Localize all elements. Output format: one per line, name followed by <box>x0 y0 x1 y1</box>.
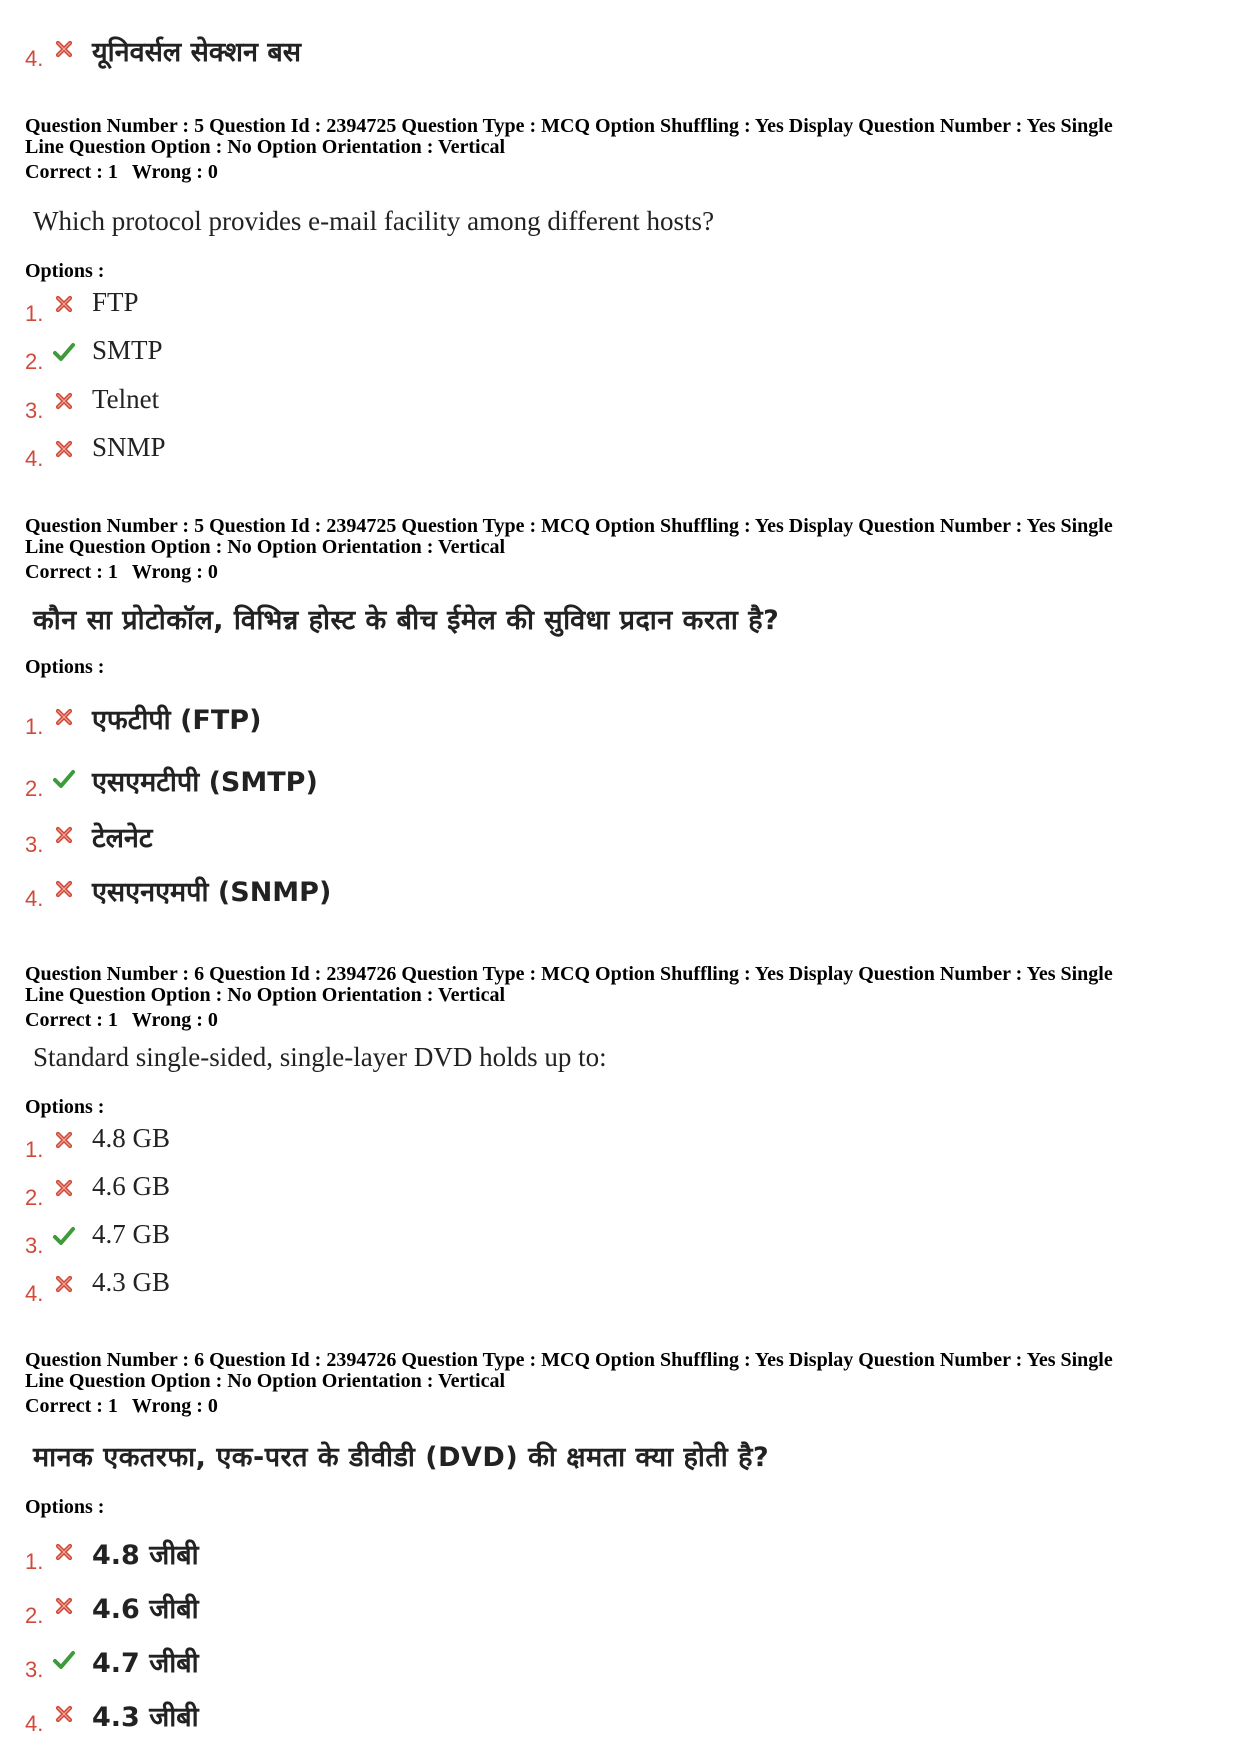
option-number: 4. <box>25 886 44 911</box>
correct-score: Correct : 1 <box>25 561 118 583</box>
option-text: एसएनएमपी (SNMP) <box>92 877 332 908</box>
option-text: टेलनेट <box>92 823 153 854</box>
option-text: FTP <box>92 287 139 317</box>
option-number: 3. <box>25 832 44 857</box>
option-number: 3. <box>25 1233 44 1258</box>
wrong-mark-icon <box>53 38 75 60</box>
correct-mark-icon <box>53 341 75 363</box>
correct-mark-icon <box>53 1225 75 1247</box>
option-number: 1. <box>25 1549 44 1574</box>
wrong-mark-icon <box>53 1595 75 1617</box>
question-meta: Question Number : 6 Question Id : 2394726 Question Type : MCQ Option Shuffling : Yes Display Question Number : Yes Single Line Question Option : No Option Orientation : Vertical <box>25 963 1113 1006</box>
option-row <box>25 818 625 858</box>
wrong-mark-icon <box>53 1703 75 1725</box>
question-block <box>25 1350 1220 1417</box>
option-row <box>25 32 625 72</box>
option-text: 4.8 जीबी <box>92 1540 199 1571</box>
option-text: 4.6 जीबी <box>92 1594 199 1625</box>
options-label: Options : <box>25 260 105 282</box>
score-line <box>25 1010 1220 1031</box>
question-block <box>25 116 1220 183</box>
wrong-mark-icon <box>53 1541 75 1563</box>
option-row <box>25 1697 625 1737</box>
option-number: 1. <box>25 714 44 739</box>
wrong-mark-icon <box>53 390 75 412</box>
option-number: 4. <box>25 46 44 71</box>
option-row <box>25 872 625 912</box>
options-label: Options : <box>25 1496 105 1518</box>
option-text: एसएमटीपी (SMTP) <box>92 767 318 798</box>
option-row <box>25 762 625 802</box>
option-text: Telnet <box>92 384 160 414</box>
wrong-mark-icon <box>53 1273 75 1295</box>
score-line <box>25 562 1220 583</box>
option-text: SMTP <box>92 335 163 365</box>
wrong-mark-icon <box>53 824 75 846</box>
option-row <box>25 384 625 424</box>
question-text: कौन सा प्रोटोकॉल, विभिन्न होस्ट के बीच ईमेल की सुविधा प्रदान करता है? <box>33 605 780 636</box>
question-text: मानक एकतरफा, एक-परत के डीवीडी (DVD) की क्षमता क्या होती है? <box>33 1442 770 1473</box>
option-number: 4. <box>25 446 44 471</box>
correct-score: Correct : 1 <box>25 1395 118 1417</box>
option-text: 4.7 जीबी <box>92 1648 199 1679</box>
score-line <box>25 162 1220 183</box>
option-number: 2. <box>25 1603 44 1628</box>
option-text: एफटीपी (FTP) <box>92 705 262 736</box>
question-meta: Question Number : 6 Question Id : 2394726 Question Type : MCQ Option Shuffling : Yes Display Question Number : Yes Single Line Question Option : No Option Orientation : Vertical <box>25 1349 1113 1392</box>
wrong-score: Wrong : 0 <box>131 1395 218 1417</box>
option-row <box>25 1643 625 1683</box>
option-text: SNMP <box>92 432 166 462</box>
options-label: Options : <box>25 656 105 678</box>
option-text: यूनिवर्सल सेक्शन बस <box>92 37 302 68</box>
option-row <box>25 700 625 740</box>
option-row <box>25 1535 625 1575</box>
question-text: Which protocol provides e-mail facility among different hosts? <box>33 206 715 236</box>
question-text: Standard single-sided, single-layer DVD holds up to: <box>33 1042 607 1072</box>
option-number: 3. <box>25 398 44 423</box>
question-block <box>25 964 1220 1031</box>
wrong-mark-icon <box>53 438 75 460</box>
option-row <box>25 432 625 472</box>
question-meta: Question Number : 5 Question Id : 2394725 Question Type : MCQ Option Shuffling : Yes Display Question Number : Yes Single Line Question Option : No Option Orientation : Vertical <box>25 515 1113 558</box>
correct-score: Correct : 1 <box>25 1009 118 1031</box>
wrong-mark-icon <box>53 293 75 315</box>
options-label: Options : <box>25 1096 105 1118</box>
correct-score: Correct : 1 <box>25 161 118 183</box>
option-text: 4.3 GB <box>92 1267 171 1297</box>
option-row <box>25 335 625 375</box>
correct-mark-icon <box>53 1649 75 1671</box>
option-row <box>25 1219 625 1259</box>
option-row <box>25 1267 625 1307</box>
option-number: 2. <box>25 1185 44 1210</box>
option-number: 2. <box>25 349 44 374</box>
question-block <box>25 516 1220 583</box>
option-number: 4. <box>25 1711 44 1736</box>
option-row <box>25 1171 625 1211</box>
wrong-score: Wrong : 0 <box>131 161 218 183</box>
wrong-mark-icon <box>53 878 75 900</box>
wrong-mark-icon <box>53 706 75 728</box>
option-text: 4.8 GB <box>92 1123 171 1153</box>
option-number: 3. <box>25 1657 44 1682</box>
option-row <box>25 287 625 327</box>
score-line <box>25 1396 1220 1417</box>
wrong-score: Wrong : 0 <box>131 561 218 583</box>
option-number: 1. <box>25 301 44 326</box>
option-text: 4.3 जीबी <box>92 1702 199 1733</box>
question-meta: Question Number : 5 Question Id : 2394725 Question Type : MCQ Option Shuffling : Yes Display Question Number : Yes Single Line Question Option : No Option Orientation : Vertical <box>25 115 1113 158</box>
wrong-mark-icon <box>53 1129 75 1151</box>
option-text: 4.6 GB <box>92 1171 171 1201</box>
option-text: 4.7 GB <box>92 1219 171 1249</box>
wrong-score: Wrong : 0 <box>131 1009 218 1031</box>
option-number: 4. <box>25 1281 44 1306</box>
correct-mark-icon <box>53 768 75 790</box>
option-row <box>25 1123 625 1163</box>
wrong-mark-icon <box>53 1177 75 1199</box>
option-row <box>25 1589 625 1629</box>
option-number: 2. <box>25 776 44 801</box>
option-number: 1. <box>25 1137 44 1162</box>
